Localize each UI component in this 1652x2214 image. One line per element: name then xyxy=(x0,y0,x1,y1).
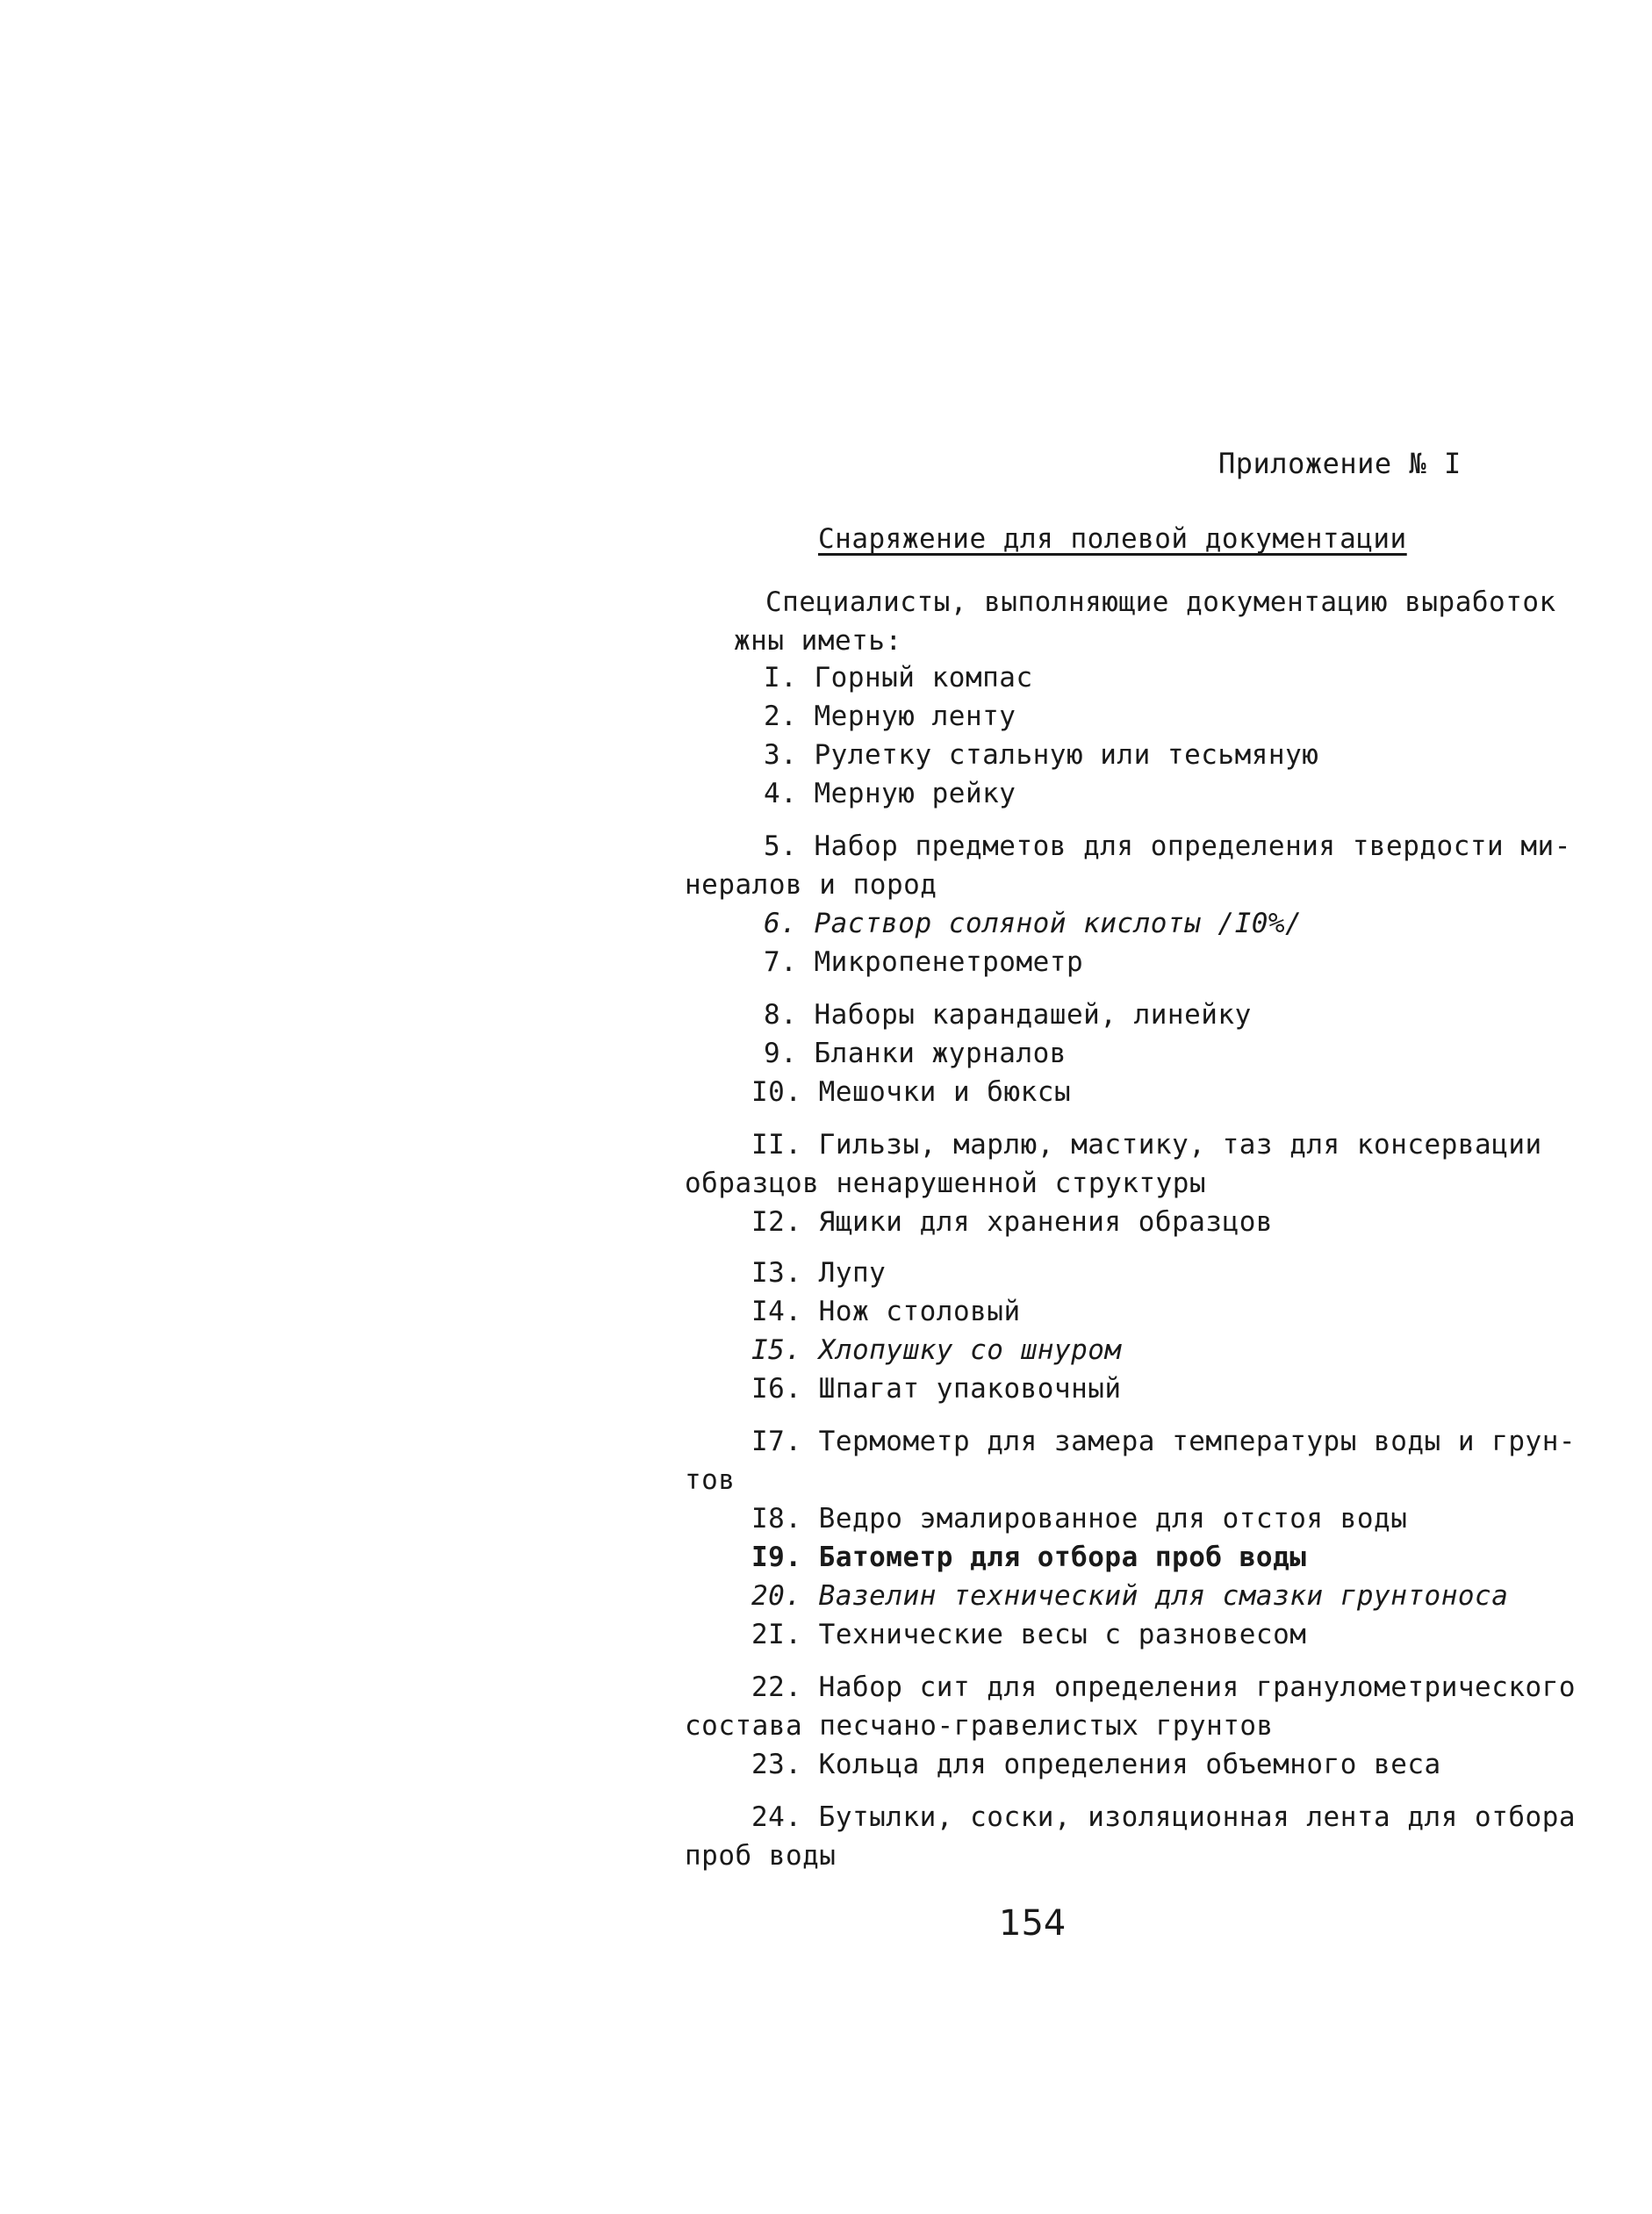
list-item-11: II. Гильзы, марлю, мастику, таз для консервации xyxy=(751,1129,1542,1161)
list-item-7: 7. Микропенетрометр xyxy=(764,946,1084,978)
list-item-22-continuation: состава песчано-гравелистых грунтов xyxy=(685,1710,1274,1742)
list-item-14: I4. Нож столовый xyxy=(751,1296,1021,1327)
list-item-22: 22. Набор сит для определения гранулометрического xyxy=(751,1671,1577,1703)
list-item-8: 8. Наборы карандашей, линейку xyxy=(764,999,1252,1031)
list-item-1: I. Горный компас xyxy=(764,662,1033,694)
page-number: 154 xyxy=(999,1903,1067,1944)
list-item-23: 23. Кольца для определения объемного веса xyxy=(751,1749,1441,1780)
document-title: Снаряжение для полевой документации xyxy=(818,523,1407,555)
list-item-5: 5. Набор предметов для определения твердости ми- xyxy=(764,830,1571,862)
list-item-17: I7. Термометр для замера температуры воды и грун- xyxy=(751,1426,1577,1457)
list-item-13: I3. Лупу xyxy=(751,1257,887,1289)
intro-line-2: жны иметь: xyxy=(734,625,902,657)
list-item-10: I0. Мешочки и бюксы xyxy=(751,1076,1072,1108)
appendix-label: Приложение № I xyxy=(1218,447,1462,480)
list-item-19: I9. Батометр для отбора проб воды xyxy=(751,1542,1307,1573)
list-item-2: 2. Мерную ленту xyxy=(764,701,1016,732)
list-item-6: 6. Раствор соляной кислоты /I0%/ xyxy=(764,908,1303,939)
list-item-3: 3. Рулетку стальную или тесьмяную xyxy=(764,739,1319,771)
list-item-9: 9. Бланки журналов xyxy=(764,1038,1067,1069)
list-item-20: 20. Вазелин технический для смазки грунтоноса xyxy=(751,1580,1509,1612)
list-item-24: 24. Бутылки, соски, изоляционная лента для отбора xyxy=(751,1801,1577,1833)
list-item-12: I2. Ящики для хранения образцов xyxy=(751,1206,1274,1238)
intro-line-1: Специалисты, выполняющие документацию выработок xyxy=(765,586,1556,618)
list-item-17-continuation: тов xyxy=(685,1464,736,1496)
list-item-24-continuation: проб воды xyxy=(685,1840,837,1872)
list-item-4: 4. Мерную рейку xyxy=(764,778,1016,809)
list-item-5-continuation: нералов и пород xyxy=(685,869,937,901)
list-item-21: 2I. Технические весы с разновесом xyxy=(751,1619,1307,1650)
list-item-15: I5. Хлопушку со шнуром xyxy=(751,1334,1122,1366)
list-item-11-continuation: образцов ненарушенной структуры xyxy=(685,1168,1207,1199)
list-item-18: I8. Ведро эмалированное для отстоя воды xyxy=(751,1503,1408,1535)
list-item-16: I6. Шпагат упаковочный xyxy=(751,1373,1122,1405)
